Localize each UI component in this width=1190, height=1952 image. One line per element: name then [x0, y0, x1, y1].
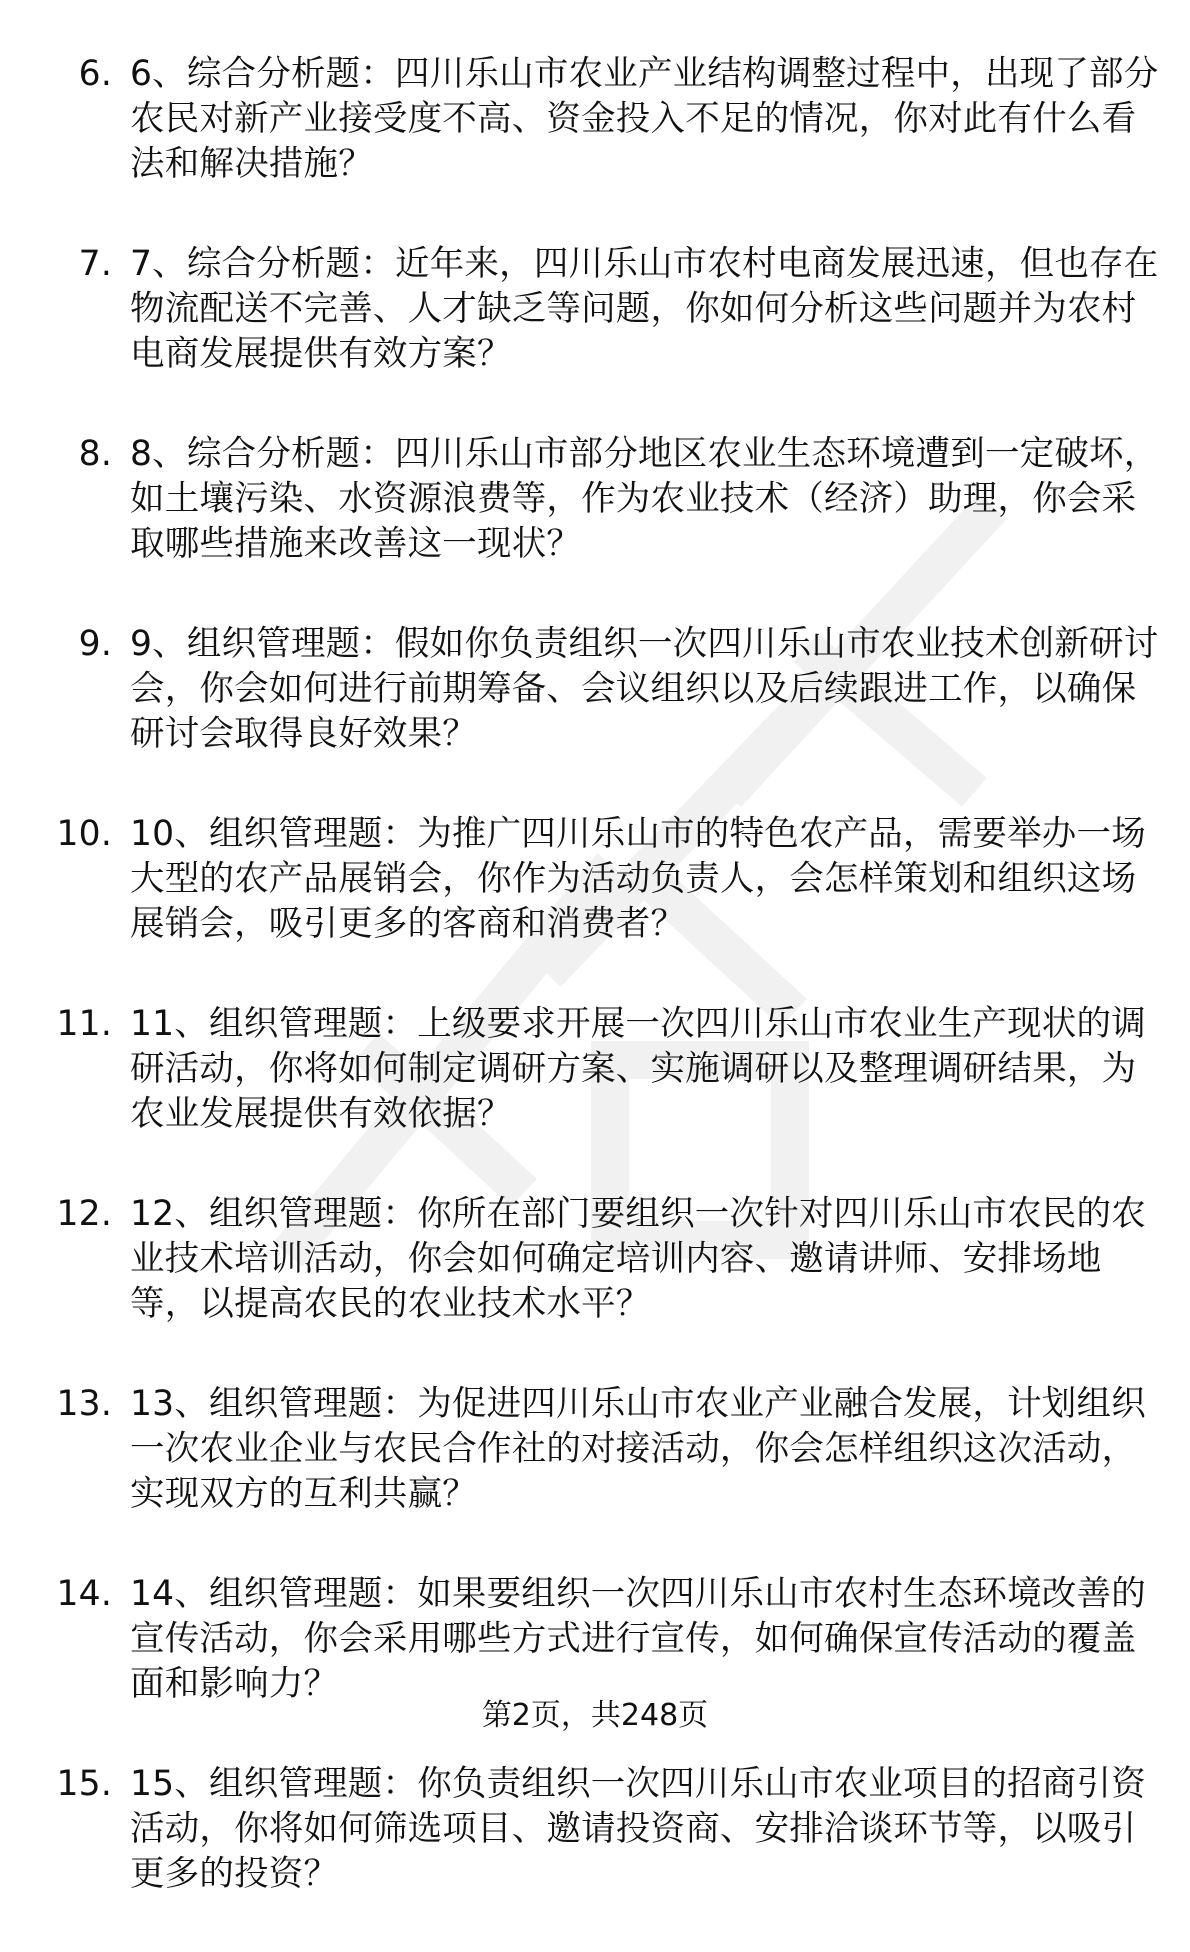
question-item: [0, 1572, 1190, 1707]
question-text: 8、综合分析题：四川乐山市部分地区农业生态环境遭到一定破坏，如土壤污染、水资源浪费等，作为农业技术（经济）助理，你会采取哪些措施来改善这一现状？: [130, 434, 1159, 564]
question-item: [0, 622, 1190, 757]
question-item: [0, 1382, 1190, 1517]
question-list: [0, 52, 1190, 1952]
question-text: 12、组织管理题：你所在部门要组织一次针对四川乐山市农民的农业技术培训活动，你会如何确定培训内容、邀请讲师、安排场地等，以提高农民的农业技术水平？: [130, 1194, 1146, 1324]
question-number: 12.: [56, 1194, 112, 1234]
question-item: [0, 242, 1190, 377]
question-number: 15.: [56, 1764, 112, 1804]
question-item: [0, 812, 1190, 947]
question-number: 7.: [78, 244, 112, 284]
question-item: [0, 432, 1190, 567]
question-item: [0, 1192, 1190, 1327]
question-number: 8.: [78, 434, 112, 474]
question-number: 14.: [56, 1574, 112, 1614]
question-number: 6.: [78, 54, 112, 94]
question-text: 10、组织管理题：为推广四川乐山市的特色农产品，需要举办一场大型的农产品展销会，你作为活动负责人，会怎样策划和组织这场展销会，吸引更多的客商和消费者？: [130, 814, 1146, 944]
question-text: 14、组织管理题：如果要组织一次四川乐山市农村生态环境改善的宣传活动，你会采用哪些方式进行宣传，如何确保宣传活动的覆盖面和影响力？: [130, 1574, 1146, 1704]
page-number-footer: 第2页，共248页: [481, 1698, 709, 1733]
question-item: [0, 1762, 1190, 1897]
question-item: [0, 52, 1190, 187]
question-number: 9.: [78, 624, 112, 664]
question-number: 11.: [56, 1004, 112, 1044]
question-text: 15、组织管理题：你负责组织一次四川乐山市农业项目的招商引资活动，你将如何筛选项目、邀请投资商、安排洽谈环节等，以吸引更多的投资？: [130, 1764, 1146, 1894]
question-text: 11、组织管理题：上级要求开展一次四川乐山市农业生产现状的调研活动，你将如何制定调研方案、实施调研以及整理调研结果，为农业发展提供有效依据？: [130, 1004, 1146, 1134]
question-number: 10.: [56, 814, 112, 854]
question-item: [0, 1002, 1190, 1137]
question-text: 9、组织管理题：假如你负责组织一次四川乐山市农业技术创新研讨会，你会如何进行前期筹备、会议组织以及后续跟进工作，以确保研讨会取得良好效果？: [130, 624, 1159, 754]
question-text: 13、组织管理题：为促进四川乐山市农业产业融合发展，计划组织一次农业企业与农民合作社的对接活动，你会怎样组织这次活动，实现双方的互利共赢？: [130, 1384, 1146, 1514]
question-text: 7、综合分析题：近年来，四川乐山市农村电商发展迅速，但也存在物流配送不完善、人才缺乏等问题，你如何分析这些问题并为农村电商发展提供有效方案？: [130, 244, 1159, 374]
question-text: 6、综合分析题：四川乐山市农业产业结构调整过程中，出现了部分农民对新产业接受度不高、资金投入不足的情况，你对此有什么看法和解决措施？: [130, 54, 1159, 184]
question-number: 13.: [56, 1384, 112, 1424]
